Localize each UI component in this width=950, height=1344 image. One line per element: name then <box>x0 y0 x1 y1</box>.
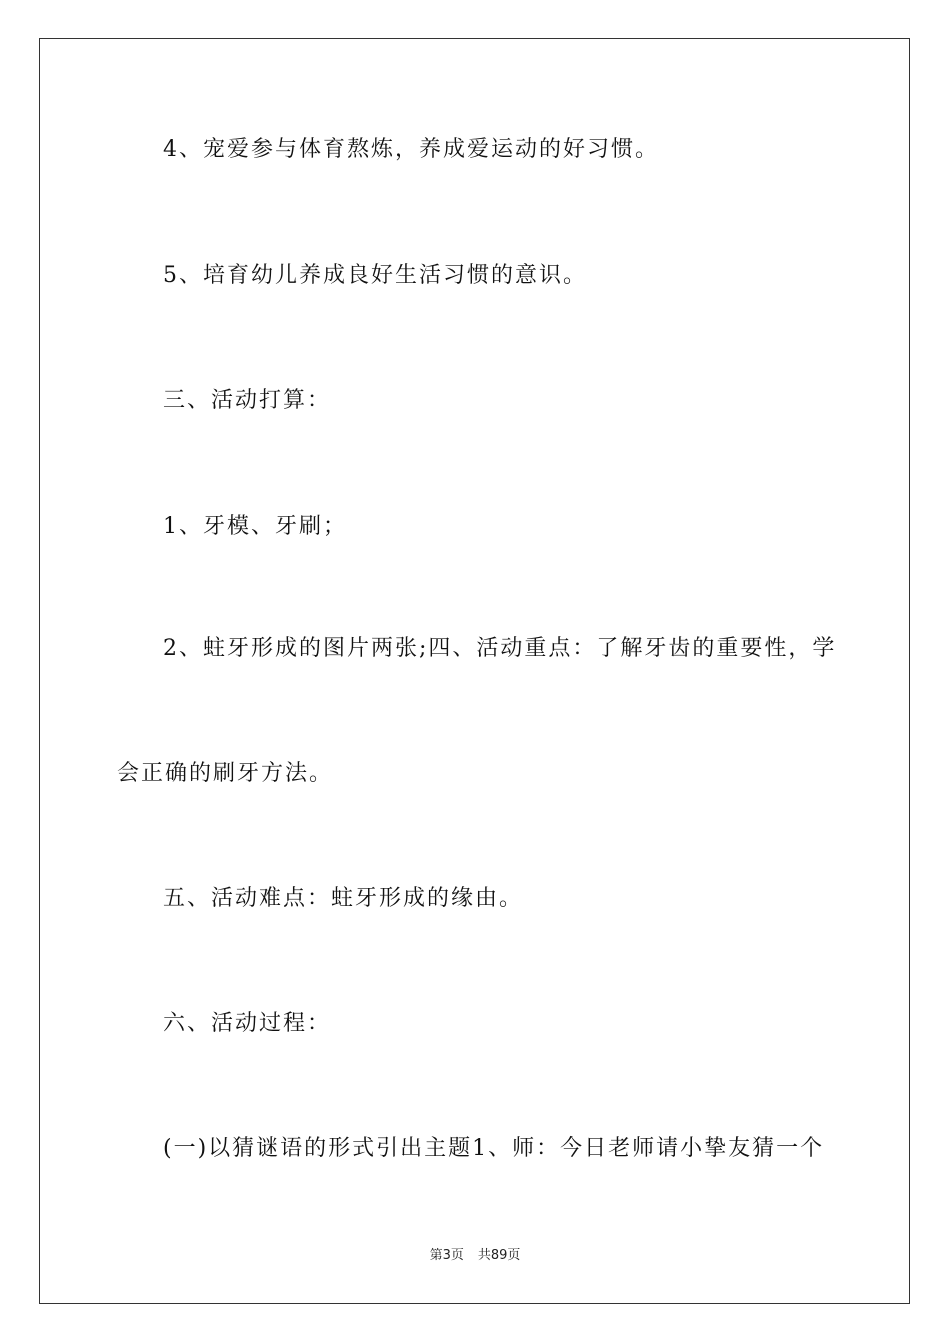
section-heading-difficulty: 五、活动难点：蛀牙形成的缘由。 <box>163 886 524 911</box>
paragraph-prep-2: 2、蛀牙形成的图片两张;四、活动重点：了解牙齿的重要性，学 <box>163 636 837 661</box>
page-number: 第3页 <box>429 1248 464 1263</box>
paragraph-goal-4: 4、宠爱参与体育熬炼，养成爱运动的好习惯。 <box>163 137 659 162</box>
paragraph-goal-5: 5、培育幼儿养成良好生活习惯的意识。 <box>163 263 587 288</box>
page-footer <box>0 1247 950 1265</box>
section-heading-preparation: 三、活动打算： <box>163 388 332 413</box>
page-border <box>39 38 910 1304</box>
paragraph-process-1: (一)以猜谜语的形式引出主题1、师：今日老师请小挚友猜一个 <box>163 1136 825 1161</box>
paragraph-prep-2-continued: 会正确的刷牙方法。 <box>117 761 334 786</box>
section-heading-process: 六、活动过程： <box>163 1011 332 1036</box>
paragraph-prep-1: 1、牙模、牙刷； <box>163 514 347 539</box>
page-total: 共89页 <box>477 1248 521 1263</box>
